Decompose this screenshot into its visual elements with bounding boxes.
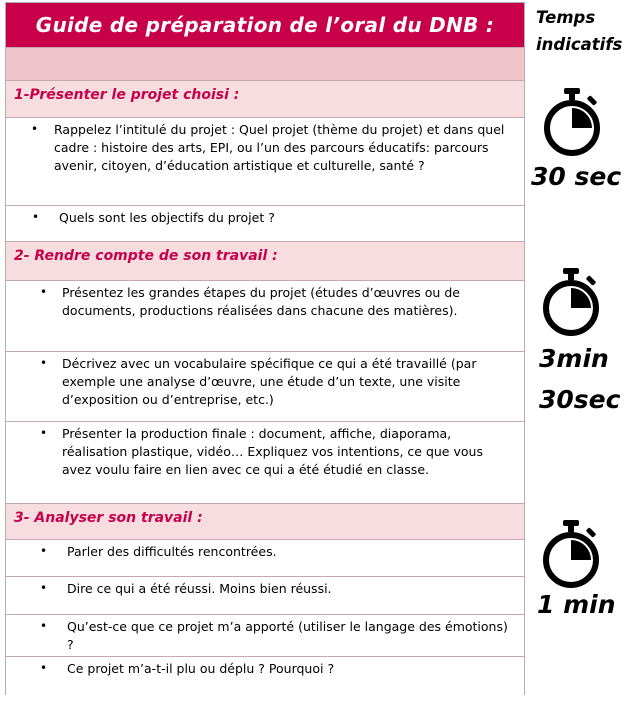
list-item	[6, 118, 524, 206]
list-item-text: Dire ce qui a été réussi. Moins bien réussi.	[67, 581, 332, 596]
time-column-heading	[536, 4, 622, 58]
bullet-icon: •	[40, 619, 48, 633]
bullet-icon: •	[40, 544, 48, 558]
list-item	[6, 352, 524, 422]
bullet-icon: •	[40, 581, 48, 595]
list-item-text: Présenter la production finale : document, affiche, diaporama, réalisation plastique, vidéo… Expliquez vos intentions, ce que vous avez voulu faire en lien avec ce qui a été étudié en classe.	[62, 426, 483, 477]
duration-section-3: 1 min	[537, 590, 616, 619]
list-item	[6, 657, 524, 695]
bullet-icon: •	[40, 426, 48, 440]
list-item-text: Qu’est-ce que ce projet m’a apporté (utiliser le langage des émotions) ?	[67, 619, 508, 652]
list-item	[6, 422, 524, 504]
title-row	[6, 3, 524, 48]
section-heading-present	[6, 81, 524, 118]
duration-line: 3min	[539, 344, 609, 373]
list-item	[6, 615, 524, 657]
guide-title: Guide de préparation de l’oral du DNB :	[35, 13, 495, 37]
duration-line: 30sec	[539, 385, 621, 414]
list-item-text: Ce projet m’a-t-il plu ou déplu ? Pourquoi ?	[67, 661, 335, 676]
list-item	[6, 577, 524, 615]
bullet-icon: •	[40, 661, 48, 675]
list-item-text: Parler des difficultés rencontrées.	[67, 544, 277, 559]
time-heading-line: Temps	[536, 8, 596, 27]
bullet-icon: •	[40, 285, 48, 299]
list-item	[6, 206, 524, 242]
list-item	[6, 281, 524, 352]
bullet-icon: •	[40, 356, 48, 370]
duration-section-1: 30 sec	[531, 162, 622, 191]
section-heading-analyze	[6, 504, 524, 540]
section-heading-report	[6, 242, 524, 281]
list-item-text: Rappelez l’intitulé du projet : Quel projet (thème du projet) et dans quel cadre : histoire des arts, EPI, ou l’un des parcours éducatifs: parcours avenir, citoyen, d’éducation artistique et culturelle, santé ?	[54, 122, 505, 173]
stopwatch-icon	[539, 266, 603, 338]
list-item-text: Quels sont les objectifs du projet ?	[59, 210, 275, 225]
duration-section-2	[539, 338, 620, 420]
bullet-icon: •	[31, 122, 39, 136]
section-heading-text: 3- Analyser son travail :	[14, 510, 203, 526]
list-item-text: Décrivez avec un vocabulaire spécifique ce qui a été travaillé (par exemple une analyse d’œuvre, une étude d’un texte, une visite d’exposition ou d’entreprise, etc.)	[62, 356, 477, 407]
list-item	[6, 540, 524, 577]
bullet-icon: •	[32, 210, 40, 224]
empty-band-row	[6, 48, 524, 81]
stopwatch-icon	[540, 86, 604, 158]
section-heading-text: 2- Rendre compte de son travail :	[14, 248, 278, 264]
preparation-guide-table	[5, 2, 525, 695]
stopwatch-icon	[539, 518, 603, 590]
time-heading-line: indicatifs	[536, 35, 623, 54]
list-item-text: Présentez les grandes étapes du projet (études d’œuvres ou de documents, productions réalisées dans chacune des matières).	[62, 285, 460, 318]
section-heading-text: 1-Présenter le projet choisi :	[14, 87, 240, 103]
